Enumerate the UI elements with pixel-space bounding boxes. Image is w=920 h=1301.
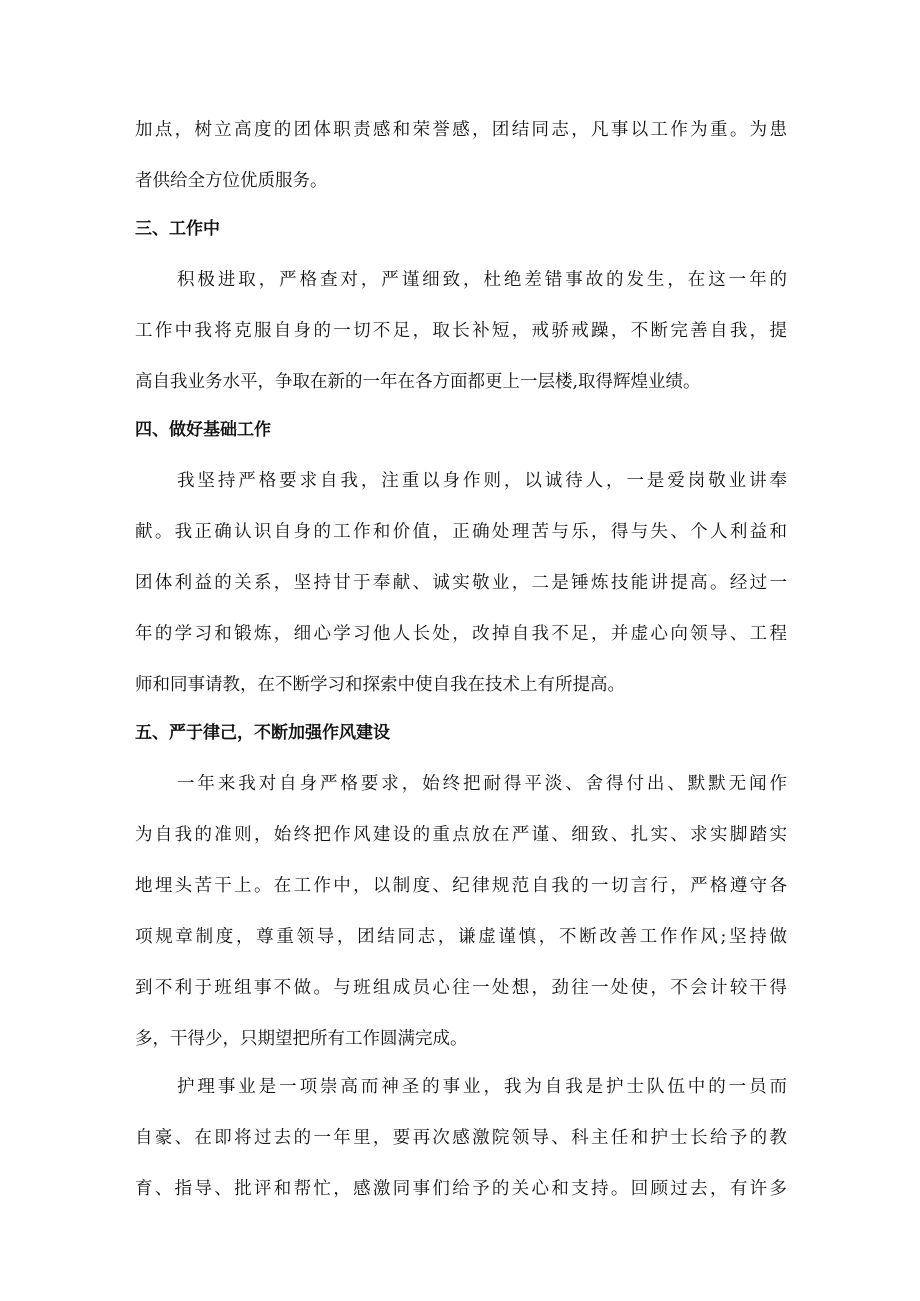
section-5-paragraph	[135, 768, 787, 1056]
paragraph-line: 团体利益的关系，坚持甘于奉献、诚实敬业，二是锤炼技能讲提高。经过一	[135, 573, 787, 593]
paragraph-line: 到不利于班组事不做。与班组成员心往一处想，劲往一处使，不会计较干得	[135, 978, 787, 998]
section-heading-3: 三、工作中	[135, 219, 220, 239]
paragraph-line: 地埋头苦干上。在工作中，以制度、纪律规范自我的一切言行，严格遵守各	[135, 876, 787, 896]
paragraph-line: 多，干得少，只期望把所有工作圆满完成。	[135, 1029, 468, 1049]
paragraph-line: 师和同事请教，在不断学习和探索中使自我在技术上有所提高。	[135, 675, 625, 695]
paragraph-line: 年的学习和锻炼，细心学习他人长处，改掉自我不足，并虚心向领导、工程	[135, 624, 787, 644]
document-page	[135, 114, 787, 1206]
paragraph-line: 工作中我将克服自身的一切不足，取长补短，戒骄戒躁，不断完善自我，提	[135, 321, 787, 341]
paragraph-line: 育、指导、批评和帮忙，感激同事们给予的关心和支持。回顾过去，有许多	[135, 1179, 787, 1199]
paragraph-line: 自豪、在即将过去的一年里，要再次感激院领导、科主任和护士长给予的教	[135, 1128, 787, 1148]
paragraph-line: 为自我的准则，始终把作风建设的重点放在严谨、细致、扎实、求实脚踏实	[135, 825, 787, 845]
paragraph-line: 献。我正确认识自身的工作和价值，正确处理苦与乐，得与失、个人利益和	[135, 522, 787, 542]
paragraph-line: 我坚持严格要求自我，注重以身作则，以诚待人，一是爱岗敬业讲奉	[177, 471, 787, 491]
section-heading-5: 五、严于律己，不断加强作风建设	[135, 723, 390, 743]
paragraph-line: 者供给全方位优质服务。	[135, 171, 328, 191]
intro-paragraph	[135, 114, 787, 198]
paragraph-line: 一年来我对自身严格要求，始终把耐得平淡、舍得付出、默默无闻作	[177, 774, 787, 794]
paragraph-line: 加点，树立高度的团体职责感和荣誉感，团结同志，凡事以工作为重。为患	[135, 120, 787, 140]
closing-paragraph	[135, 1071, 787, 1206]
paragraph-line: 项规章制度，尊重领导，团结同志，谦虚谨慎，不断改善工作作风;坚持做	[135, 927, 787, 947]
section-3-paragraph	[135, 264, 787, 399]
paragraph-line: 积极进取，严格查对，严谨细致，杜绝差错事故的发生，在这一年的	[177, 270, 787, 290]
paragraph-line: 护理事业是一项崇高而神圣的事业，我为自我是护士队伍中的一员而	[177, 1077, 787, 1097]
paragraph-line: 高自我业务水平，争取在新的一年在各方面都更上一层楼,取得辉煌业绩。	[135, 372, 701, 392]
section-4-paragraph	[135, 465, 787, 702]
section-heading-4: 四、做好基础工作	[135, 420, 271, 440]
